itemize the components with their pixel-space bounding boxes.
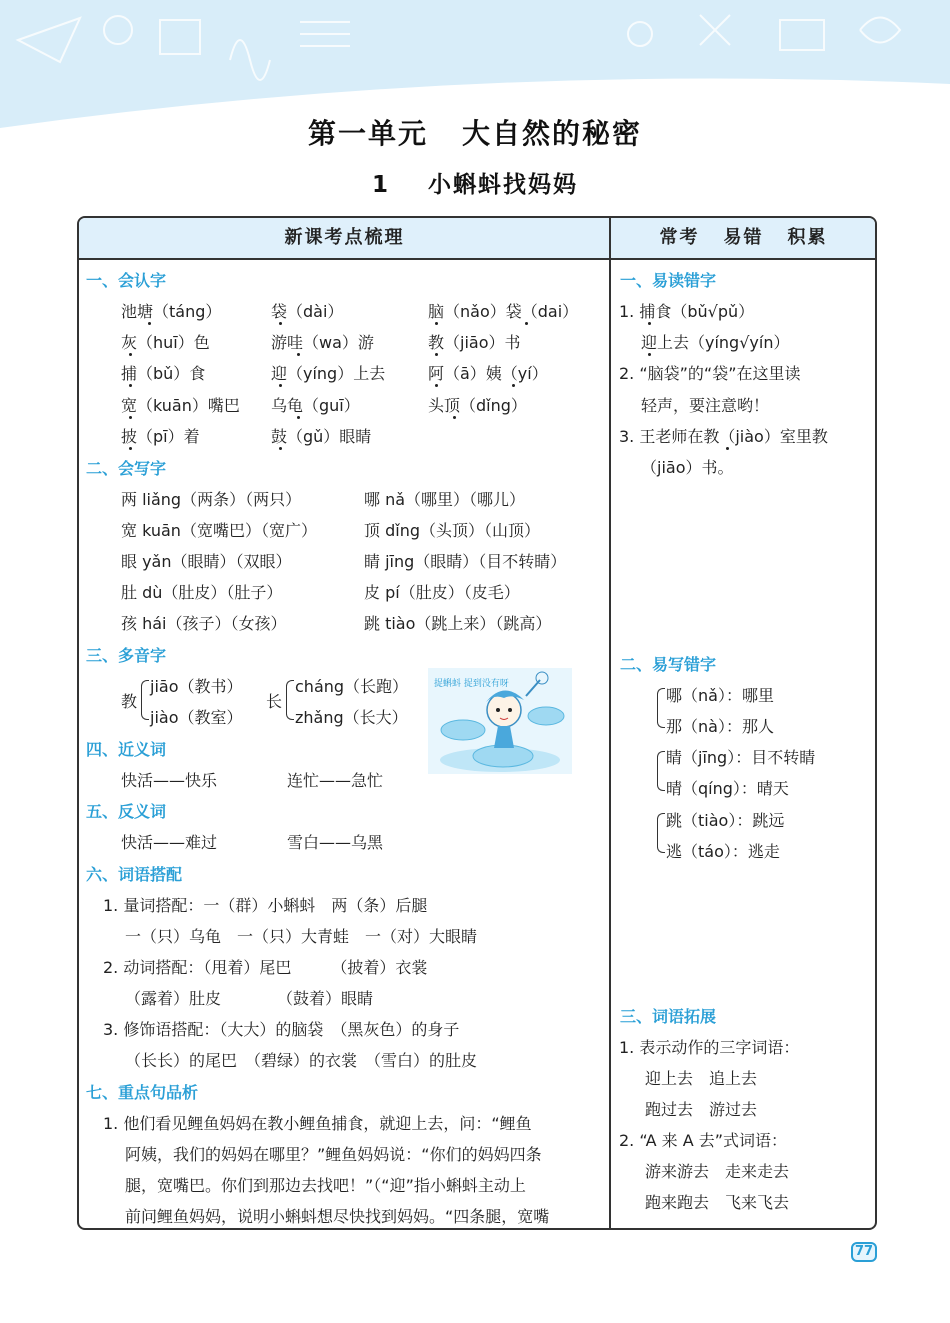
list-item: （jiāo）书。 (641, 458, 734, 477)
lesson-title: 1 小蝌蚪找妈妈 (371, 172, 578, 198)
emphasis-dot (435, 353, 438, 356)
brace (657, 688, 665, 728)
list-item: 腿，宽嘴巴。你们到那边去找吧！”（“迎”指小蝌蚪主动上 (125, 1176, 526, 1195)
list-item: 游哇（wa）游 (271, 333, 374, 352)
list-item: （露着）肚皮 （鼓着）眼睛 (125, 989, 374, 1008)
list-item: cháng（长跑） (295, 677, 409, 696)
list-item: 宽（kuān）嘴巴 (121, 396, 240, 415)
emphasis-dot (297, 353, 300, 356)
list-item: 顶 dǐng（头顶）（山顶） (364, 521, 540, 540)
list-item: 轻声，要注意哟！ (641, 396, 770, 415)
section-title-key-sentences: 七、重点句品析 (86, 1083, 199, 1102)
right-column-heading: 常考 易错 积累 (659, 227, 828, 248)
list-item: 睛 jīng（眼睛）（目不转睛） (364, 552, 567, 571)
top-decorative-band (0, 0, 950, 130)
list-item: zhǎng（长大） (295, 708, 408, 727)
emphasis-dot (279, 447, 282, 450)
list-item: 宽 kuān（宽嘴巴）（宽广） (121, 521, 317, 540)
list-item: 前问鲤鱼妈妈，说明小蝌蚪想尽快找到妈妈。“四条腿，宽嘴 (125, 1207, 550, 1226)
list-item: 连忙——急忙 (287, 771, 384, 790)
section-title-antonyms: 五、反义词 (86, 802, 167, 821)
list-item: （长长）的尾巴 （碧绿）的衣裳 （雪白）的肚皮 (125, 1051, 478, 1070)
list-item: 晴（qíng）：晴天 (666, 779, 789, 798)
list-item: 乌龟（guī） (271, 396, 360, 415)
page-number: 77 (851, 1242, 877, 1262)
list-item: 池塘（táng） (121, 302, 222, 321)
emphasis-dot (435, 384, 438, 387)
list-item: 快活——快乐 (121, 771, 218, 790)
list-item: 跳（tiào）：跳远 (666, 811, 785, 830)
emphasis-dot (453, 416, 456, 419)
section-title-recognize: 一、会认字 (86, 271, 167, 290)
list-item: 肚 dù（肚皮）（肚子） (121, 583, 283, 602)
unit-title: 第一单元 大自然的秘密 (307, 117, 643, 150)
list-item: 2. “A 来 A 去”式词语： (619, 1131, 788, 1150)
emphasis-dot (648, 322, 651, 325)
list-item: 迎（yíng）上去 (271, 364, 386, 383)
list-item: 迎上去 追上去 (645, 1069, 758, 1088)
section-title-miswritten: 二、易写错字 (620, 655, 717, 674)
list-item: 那（nà）：那人 (666, 717, 774, 736)
section-title-polyphonic: 三、多音字 (86, 646, 167, 665)
list-item: 逃（táo）：逃走 (666, 842, 780, 861)
list-item: 皮 pí（肚皮）（皮毛） (364, 583, 520, 602)
emphasis-dot (648, 353, 651, 356)
emphasis-dot (129, 384, 132, 387)
list-item: 跳 tiào（跳上来）（跳高） (364, 614, 552, 633)
emphasis-dot (435, 322, 438, 325)
list-item: jiào（教室） (150, 708, 243, 727)
list-item: 教（jiāo）书 (428, 333, 521, 352)
list-item: 跑过去 游过去 (645, 1100, 758, 1119)
section-title-expansion: 三、词语拓展 (620, 1007, 717, 1026)
emphasis-dot (129, 416, 132, 419)
section-title-write: 二、会写字 (86, 459, 167, 478)
emphasis-dot (512, 384, 515, 387)
list-item: 阿（ā）姨（yí） (428, 364, 548, 383)
list-item: 睛（jīng）：目不转睛 (666, 748, 816, 767)
table-header (79, 218, 875, 260)
brace (657, 813, 665, 853)
list-item: 眼 yǎn（眼睛）（双眼） (121, 552, 292, 571)
tadpole-illustration (428, 668, 572, 774)
list-item: 鼓（gǔ）眼睛 (271, 427, 372, 446)
emphasis-dot (279, 384, 282, 387)
list-item: 迎上去（yíng√yín） (641, 333, 790, 352)
list-item: 2. “脑袋”的“袋”在这里读 (619, 364, 801, 383)
list-item: 1. 表示动作的三字词语： (619, 1038, 800, 1057)
emphasis-dot (525, 322, 528, 325)
section-title-misread: 一、易读错字 (620, 271, 717, 290)
list-item: 袋（dài） (271, 302, 344, 321)
emphasis-dot (129, 353, 132, 356)
list-item: 头顶（dǐng） (428, 396, 527, 415)
list-item: 哪 nǎ（哪里）（哪儿） (364, 490, 526, 509)
section-title-synonyms: 四、近义词 (86, 740, 167, 759)
section-title-collocation: 六、词语搭配 (86, 865, 183, 884)
illustration-caption: 捉蝌蚪 捉到没有呀 (434, 679, 509, 689)
list-item: 两 liǎng（两条）（两只） (121, 490, 302, 509)
polyphonic-char: 教 (121, 692, 138, 711)
emphasis-dot (148, 322, 151, 325)
polyphonic-char: 长 (266, 692, 283, 711)
list-item: 快活——难过 (121, 833, 218, 852)
list-item: 游来游去 走来走去 (645, 1162, 790, 1181)
list-item: 3. 修饰语搭配：（大大）的脑袋 （黑灰色）的身子 (103, 1020, 460, 1039)
list-item: 1. 他们看见鲤鱼妈妈在教小鲤鱼捕食，就迎上去，问：“鲤鱼 (103, 1114, 532, 1133)
list-item: 1. 量词搭配：一（群）小蝌蚪 两（条）后腿 (103, 896, 428, 915)
emphasis-dot (297, 416, 300, 419)
brace (286, 680, 294, 720)
list-item: 一（只）乌龟 一（只）大青蛙 一（对）大眼睛 (125, 927, 478, 946)
list-item: 雪白——乌黑 (287, 833, 384, 852)
emphasis-dot (726, 447, 729, 450)
brace (141, 680, 149, 720)
list-item: 孩 hái（孩子）（女孩） (121, 614, 287, 633)
list-item: 灰（huī）色 (121, 333, 210, 352)
left-column-heading: 新课考点梳理 (284, 227, 405, 248)
column-divider (609, 218, 611, 1228)
brace (657, 751, 665, 791)
list-item: 捕（bǔ）食 (121, 364, 206, 383)
list-item: 阿姨，我们的妈妈在哪里？”鲤鱼妈妈说：“你们的妈妈四条 (125, 1145, 542, 1164)
emphasis-dot (129, 447, 132, 450)
list-item: 1. 捕食（bǔ√pǔ） (619, 302, 755, 321)
list-item: jiāo（教书） (150, 677, 243, 696)
list-item: 披（pī）着 (121, 427, 200, 446)
list-item: 2. 动词搭配：（甩着）尾巴 （披着）衣裳 (103, 958, 428, 977)
list-item: 跑来跑去 飞来飞去 (645, 1193, 790, 1212)
list-item: 哪（nǎ）：哪里 (666, 686, 774, 705)
list-item: 3. 王老师在教（jiào）室里教 (619, 427, 828, 446)
list-item: 脑（nǎo）袋（dai） (428, 302, 579, 321)
emphasis-dot (279, 322, 282, 325)
